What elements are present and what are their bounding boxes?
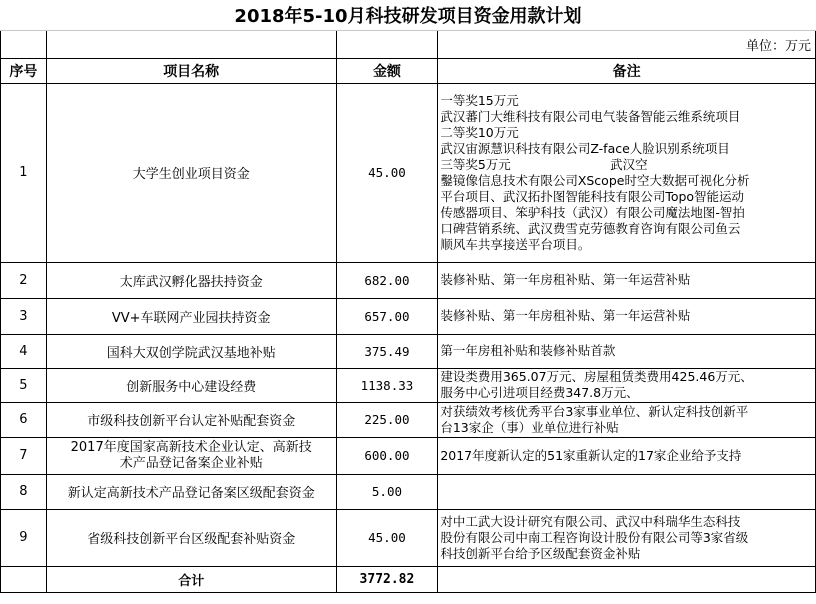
table-row xyxy=(1,334,816,368)
project-name-cell xyxy=(46,437,336,474)
project-name-line: 2017年度国家高新技术企业认定、高新技 xyxy=(70,439,312,455)
amount-cell: 1138.33 xyxy=(336,368,438,402)
seq-cell: 8 xyxy=(1,474,47,509)
seq-cell: 6 xyxy=(1,402,47,437)
blank-cell[interactable] xyxy=(336,30,438,58)
remark-cell[interactable] xyxy=(438,474,816,509)
project-name-line: 术产品登记备案企业补贴 xyxy=(119,455,263,471)
amount-cell: 45.00 xyxy=(336,83,438,262)
table-row xyxy=(1,298,816,334)
remark-line: 武汉宙源慧识科技有限公司Z-face人脸识别系统项目 xyxy=(440,140,730,156)
header-name: 项目名称 xyxy=(46,58,336,83)
table-row xyxy=(1,509,816,566)
total-amount: 3772.82 xyxy=(336,566,438,592)
table-row xyxy=(1,83,816,262)
remark-line: 建设类费用365.07万元、房屋租赁类费用425.46万元、 xyxy=(440,369,753,384)
project-name-cell: VV+车联网产业园扶持资金 xyxy=(46,298,336,334)
remark-line: 对中工武大设计研究有限公司、武汉中科瑞华生态科技 xyxy=(440,513,741,529)
page-title: 2018年5-10月科技研发项目资金用款计划 xyxy=(1,0,816,30)
remark-line: 装修补贴、第一年房租补贴、第一年运营补贴 xyxy=(440,308,691,323)
project-name-cell: 创新服务中心建设经费 xyxy=(46,368,336,402)
amount-cell: 682.00 xyxy=(336,262,438,298)
remark-line: 武汉蕃门大维科技有限公司电气装备智能云维系统项目 xyxy=(440,108,741,124)
seq-cell: 1 xyxy=(1,83,47,262)
remark-line: 股份有限公司中南工程咨询设计股份有限公司等3家省级 xyxy=(440,529,749,545)
project-name-cell: 市级科技创新平台认定补贴配套资金 xyxy=(46,402,336,437)
project-name-cell: 国科大双创学院武汉基地补贴 xyxy=(46,334,336,368)
remark-line: 台13家企（事）业单位进行补贴 xyxy=(440,419,619,435)
project-name-cell: 省级科技创新平台区级配套补贴资金 xyxy=(46,509,336,566)
project-name-cell: 太库武汉孵化器扶持资金 xyxy=(46,262,336,298)
amount-cell: 45.00 xyxy=(336,509,438,566)
seq-cell: 5 xyxy=(1,368,47,402)
blank-cell[interactable] xyxy=(1,566,47,592)
remark-line: 第一年房租补贴和装修补贴首款 xyxy=(440,343,616,358)
seq-cell: 2 xyxy=(1,262,47,298)
remark-line: 服务中心引进项目经费347.8万元、 xyxy=(440,385,639,400)
remark-line: 顺风车共享接送平台项目。 xyxy=(440,236,591,252)
amount-cell: 375.49 xyxy=(336,334,438,368)
table-row xyxy=(1,474,816,509)
unit-label: 单位：万元 xyxy=(438,30,816,58)
blank-cell[interactable] xyxy=(46,30,336,58)
seq-cell: 4 xyxy=(1,334,47,368)
remark-cell xyxy=(438,262,816,298)
remark-line: 一等奖15万元 xyxy=(440,92,519,108)
seq-cell: 7 xyxy=(1,437,47,474)
remark-cell xyxy=(438,509,816,566)
remark-line: 三等奖5万元 武汉空 xyxy=(440,156,648,172)
amount-cell: 5.00 xyxy=(336,474,438,509)
remark-line: 2017年度新认定的51家重新认定的17家企业给予支持 xyxy=(440,447,742,463)
total-label: 合计 xyxy=(46,566,336,592)
seq-cell: 9 xyxy=(1,509,47,566)
table-row xyxy=(1,368,816,402)
remark-line: 对获绩效考核优秀平台3家事业单位、新认定科技创新平 xyxy=(440,403,749,419)
remark-line: 口碑营销系统、武汉费雪克劳德教育咨询有限公司鱼云 xyxy=(440,220,741,236)
remark-cell xyxy=(438,437,816,474)
remark-line: 传感器项目、笨驴科技（武汉）有限公司魔法地图-智拍 xyxy=(440,204,745,220)
remark-cell xyxy=(438,298,816,334)
seq-cell: 3 xyxy=(1,298,47,334)
total-row xyxy=(1,566,816,592)
remark-line: 鑿镜像信息技术有限公司XScope时空大数据可视化分析 xyxy=(440,172,750,188)
header-amount: 金额 xyxy=(336,58,438,83)
remark-line: 科技创新平台给予区级配套资金补贴 xyxy=(440,545,641,561)
header-remark: 备注 xyxy=(438,58,816,83)
remark-cell xyxy=(438,83,816,262)
remark-line: 平台项目、武汉拓扑图智能科技有限公司Topo智能运动 xyxy=(440,188,745,204)
table-row xyxy=(1,262,816,298)
blank-cell[interactable] xyxy=(1,30,47,58)
remark-line: 装修补贴、第一年房租补贴、第一年运营补贴 xyxy=(440,272,691,287)
amount-cell: 600.00 xyxy=(336,437,438,474)
blank-cell[interactable] xyxy=(438,566,816,592)
table-row xyxy=(1,437,816,474)
remark-cell xyxy=(438,368,816,402)
remark-cell xyxy=(438,334,816,368)
remark-line: 二等奖10万元 xyxy=(440,124,519,140)
header-seq: 序号 xyxy=(1,58,47,83)
amount-cell: 657.00 xyxy=(336,298,438,334)
project-name-cell: 大学生创业项目资金 xyxy=(46,83,336,262)
remark-cell xyxy=(438,402,816,437)
table-row xyxy=(1,402,816,437)
project-name-cell: 新认定高新技术产品登记备案区级配套资金 xyxy=(46,474,336,509)
amount-cell: 225.00 xyxy=(336,402,438,437)
